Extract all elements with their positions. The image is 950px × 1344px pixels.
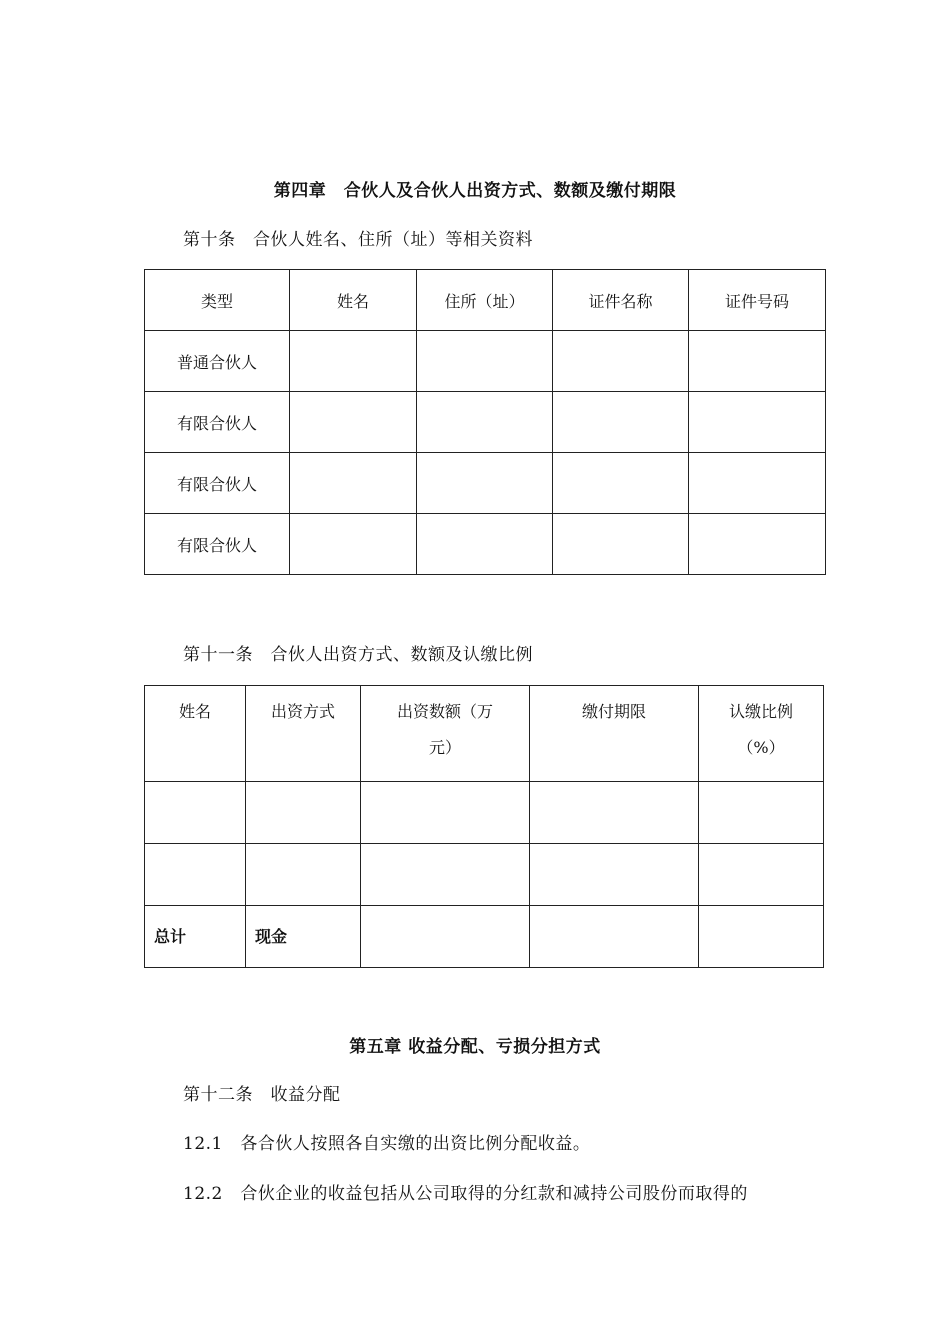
header-contribution-amount: 出资数额（万 元） bbox=[361, 686, 530, 782]
article-12-heading: 第十二条 收益分配 bbox=[183, 1085, 341, 1105]
table-row bbox=[145, 844, 824, 906]
cash-label: 现金 bbox=[246, 906, 361, 968]
table-cell bbox=[361, 782, 530, 844]
header-name: 姓名 bbox=[145, 686, 246, 782]
partner-type-cell: 普通合伙人 bbox=[145, 331, 290, 392]
partner-info-table bbox=[144, 269, 826, 575]
table-cell bbox=[417, 514, 553, 575]
header-address: 住所（址） bbox=[417, 270, 553, 331]
table-cell bbox=[699, 844, 824, 906]
table-cell bbox=[553, 392, 689, 453]
header-payment-deadline: 缴付期限 bbox=[530, 686, 699, 782]
chapter-5-title: 第五章 收益分配、亏损分担方式 bbox=[349, 1037, 601, 1057]
contribution-table bbox=[144, 685, 824, 968]
table-row bbox=[145, 514, 826, 575]
article-10-heading: 第十条 合伙人姓名、住所（址）等相关资料 bbox=[183, 230, 533, 250]
table-cell bbox=[246, 844, 361, 906]
table-cell bbox=[417, 331, 553, 392]
table-row bbox=[145, 392, 826, 453]
total-label: 总计 bbox=[145, 906, 246, 968]
table-cell bbox=[530, 782, 699, 844]
partner-type-cell: 有限合伙人 bbox=[145, 392, 290, 453]
table-cell bbox=[553, 514, 689, 575]
table-cell bbox=[290, 331, 417, 392]
table-row bbox=[145, 782, 824, 844]
paragraph-12-2: 12.2 合伙企业的收益包括从公司取得的分红款和减持公司股份而取得的 bbox=[183, 1184, 748, 1204]
table-header-row bbox=[145, 686, 824, 782]
table-cell bbox=[530, 844, 699, 906]
table-cell bbox=[689, 392, 826, 453]
table-cell bbox=[290, 514, 417, 575]
header-id-type: 证件名称 bbox=[553, 270, 689, 331]
table-cell bbox=[361, 906, 530, 968]
table-cell bbox=[246, 782, 361, 844]
header-id-number: 证件号码 bbox=[689, 270, 826, 331]
article-11-heading: 第十一条 合伙人出资方式、数额及认缴比例 bbox=[183, 645, 533, 665]
header-name: 姓名 bbox=[290, 270, 417, 331]
table-row bbox=[145, 453, 826, 514]
table-cell bbox=[689, 331, 826, 392]
total-row bbox=[145, 906, 824, 968]
table-cell bbox=[361, 844, 530, 906]
table-cell bbox=[290, 453, 417, 514]
table-cell bbox=[417, 392, 553, 453]
table-cell bbox=[530, 906, 699, 968]
table-cell bbox=[689, 514, 826, 575]
partner-type-cell: 有限合伙人 bbox=[145, 514, 290, 575]
table-cell bbox=[689, 453, 826, 514]
chapter-4-title: 第四章 合伙人及合伙人出资方式、数额及缴付期限 bbox=[273, 181, 677, 201]
table-cell bbox=[145, 844, 246, 906]
partner-type-cell: 有限合伙人 bbox=[145, 453, 290, 514]
header-type: 类型 bbox=[145, 270, 290, 331]
table-cell bbox=[553, 331, 689, 392]
table-cell bbox=[290, 392, 417, 453]
header-subscription-ratio: 认缴比例 （%） bbox=[699, 686, 824, 782]
table-cell bbox=[699, 906, 824, 968]
header-contribution-method: 出资方式 bbox=[246, 686, 361, 782]
table-cell bbox=[145, 782, 246, 844]
table-row bbox=[145, 331, 826, 392]
table-cell bbox=[553, 453, 689, 514]
paragraph-12-1: 12.1 各合伙人按照各自实缴的出资比例分配收益。 bbox=[183, 1134, 591, 1154]
table-header-row bbox=[145, 270, 826, 331]
table-cell bbox=[417, 453, 553, 514]
table-cell bbox=[699, 782, 824, 844]
